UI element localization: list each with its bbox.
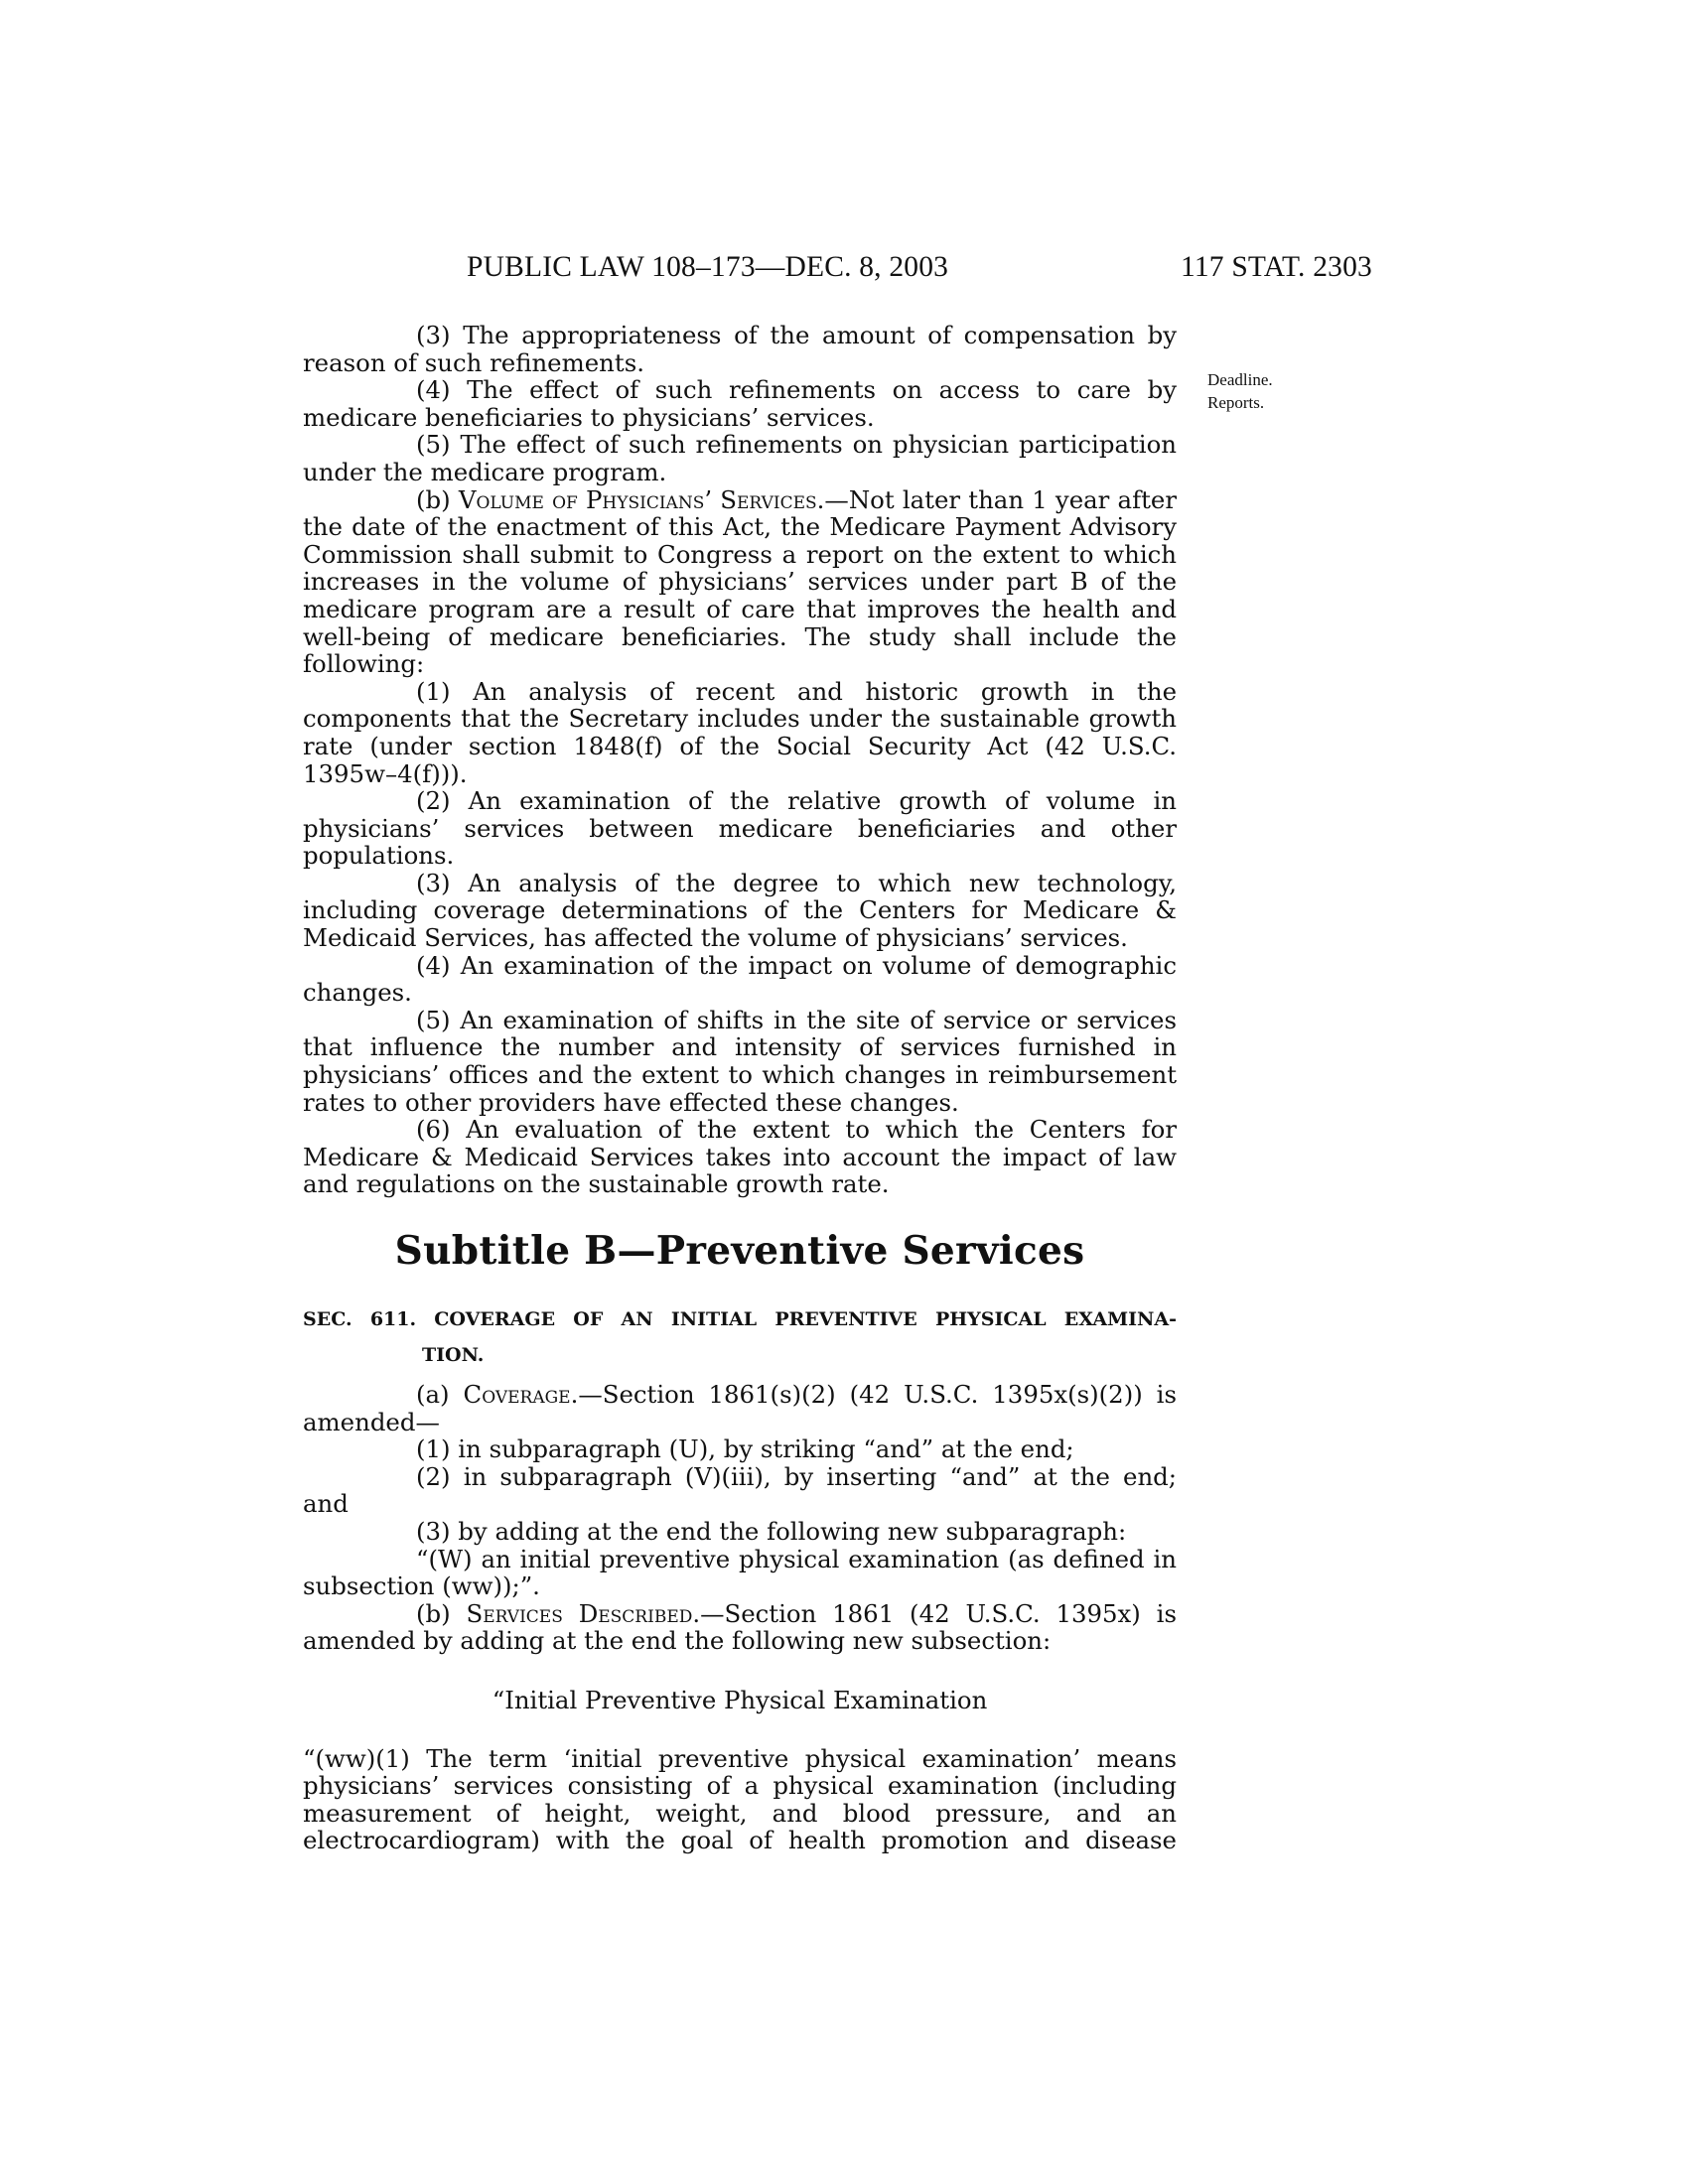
subsection-a-coverage: [303, 1381, 1177, 1435]
amendment-item-1: (1) in subparagraph (U), by striking “and” at the end;: [416, 1434, 1074, 1464]
margin-notes: [1207, 369, 1273, 414]
running-head: [467, 250, 1372, 284]
item-4-access: (4) The effect of such refinements on access to care by medicare beneficiaries to physicians’ services.: [303, 375, 1177, 432]
section-b-volume: [303, 486, 1177, 678]
margin-note-reports: Reports.: [1207, 392, 1265, 412]
subsection-a-prefix: (a): [416, 1380, 464, 1409]
statute-page-number: 117 STAT. 2303: [1180, 251, 1372, 283]
item-5-participation: (5) The effect of such refinements on physician participation under the medicare program.: [303, 430, 1177, 486]
study-item-1-text: (1) An analysis of recent and historic growth in the components that the Secretary includes under the sustainable growth rate (under section 1848(f) of the Social Security Act (42 U.S.C. 1395w–4(f))).: [303, 676, 1177, 788]
section-611-heading: SEC. 611. COVERAGE OF AN INITIAL PREVENTIVE PHYSICAL EXAMINA-: [303, 1308, 1177, 1330]
study-item-3-text: (3) An analysis of the degree to which new technology, including coverage determinations of the Centers for Medicare & Medicaid Services, has affected the volume of physicians’ services.: [303, 868, 1177, 953]
public-law-citation: PUBLIC LAW 108–173—DEC. 8, 2003: [467, 251, 949, 283]
study-item-5: [303, 1005, 1177, 1117]
subsection-a-text: .—Section 1861(s)(2) (42 U.S.C. 1395x(s)(2)) is amended—: [303, 1380, 1177, 1436]
section-b-heading: Volume of Physicians’ Services: [458, 484, 817, 514]
subsection-b-text: .—Section 1861 (42 U.S.C. 1395x) is amended by adding at the end the following new subsection:: [303, 1598, 1177, 1656]
section-b-prefix: (b): [416, 484, 459, 514]
study-item-4-text: (4) An examination of the impact on volume of demographic changes.: [303, 950, 1177, 1008]
document-body: [303, 322, 1177, 1854]
amendment-item-3: (3) by adding at the end the following new subparagraph:: [416, 1516, 1127, 1546]
item-3-compensation: (3) The appropriateness of the amount of compensation by reason of such refinements.: [303, 321, 1177, 377]
section-611-heading-continued: TION.: [422, 1344, 485, 1366]
study-item-3: [303, 868, 1177, 953]
study-item-5-text: (5) An examination of shifts in the site of service or services that influence the number and intensity of services furnished in physicians’ offices and the extent to which changes in reimbursement rates to other providers have effected these changes.: [303, 1005, 1177, 1117]
study-item-6: [303, 1115, 1177, 1199]
subsection-ww-definition: “(ww)(1) The term ‘initial preventive physical examination’ means physicians’ services consisting of a physical examination (including measurement of height, weight, and blood pressure, and an electrocardiogram) with the goal of health promotion and disease: [303, 1743, 1177, 1855]
study-item-4: [303, 950, 1177, 1008]
amendment-item-2: (2) in subparagraph (V)(iii), by inserting “and” at the end; and: [303, 1461, 1177, 1519]
initial-exam-heading: “Initial Preventive Physical Examination: [492, 1685, 988, 1714]
new-subparagraph-w: “(W) an initial preventive physical examination (as defined in subsection (ww));”.: [303, 1544, 1177, 1601]
subtitle-heading: Subtitle B—Preventive Services: [394, 1228, 1085, 1274]
margin-note-deadline: Deadline.: [1207, 370, 1273, 389]
subsection-b-heading: Services Described: [466, 1598, 693, 1628]
subsection-b-prefix: (b): [416, 1598, 467, 1628]
section-b-text: .—Not later than 1 year after the date of the enactment of this Act, the Medicare Payment Advisory Commission shall submit to Congress a report on the extent to which increases in the volume of physicians’ services under part B of the medicare program are a result of care that improves the health and well-being of medicare beneficiaries. The study shall include the following:: [303, 484, 1177, 679]
study-item-2: [303, 786, 1177, 871]
subsection-b-services: [303, 1600, 1177, 1655]
subsection-a-heading: Coverage: [463, 1380, 571, 1409]
study-item-6-text: (6) An evaluation of the extent to which the Centers for Medicare & Medicaid Services takes into account the impact of law and regulations on the sustainable growth rate.: [303, 1115, 1177, 1199]
study-item-2-text: (2) An examination of the relative growth of volume in physicians’ services between medicare beneficiaries and other populations.: [303, 786, 1177, 871]
study-item-1: [303, 676, 1177, 788]
